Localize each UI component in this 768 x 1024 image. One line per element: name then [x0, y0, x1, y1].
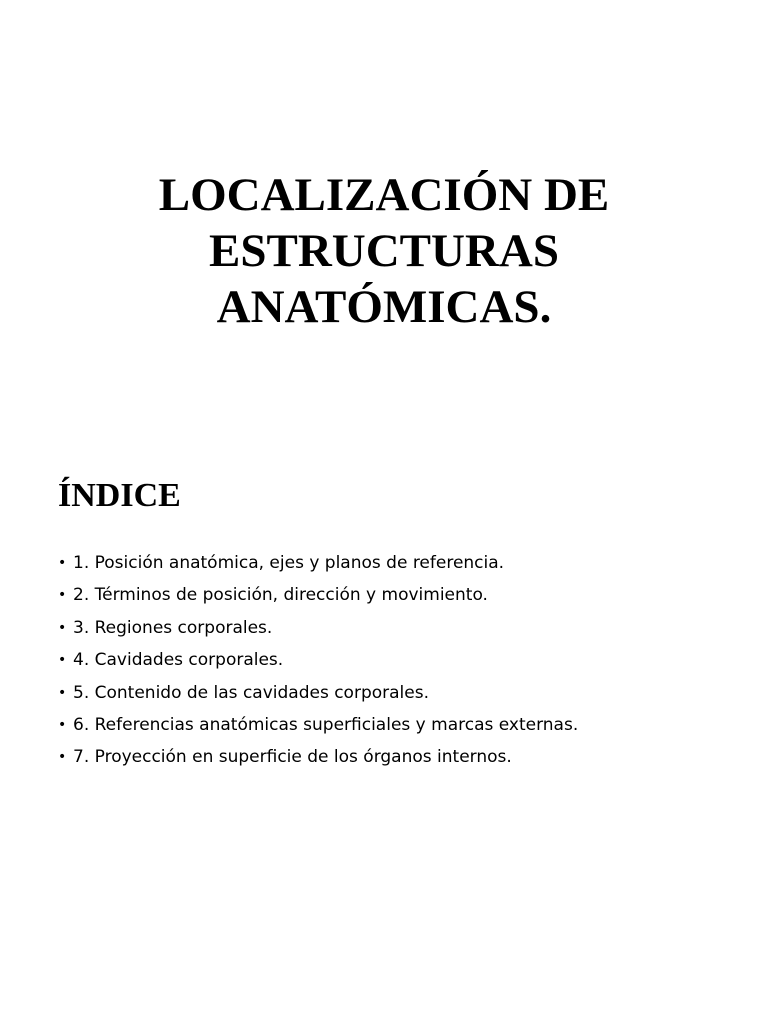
title-line: ESTRUCTURAS	[209, 225, 559, 277]
list-item-text: 4. Cavidades corporales.	[73, 650, 284, 671]
bullet-icon: •	[58, 652, 67, 669]
list-item-text: 6. Referencias anatómicas superficiales y marcas externas.	[73, 715, 579, 736]
title-line: LOCALIZACIÓN DE	[158, 169, 610, 221]
bullet-icon: •	[58, 555, 67, 571]
list-item	[58, 677, 748, 709]
list-item	[58, 709, 748, 741]
bullet-icon: •	[58, 749, 67, 766]
list-item	[58, 612, 748, 644]
list-item	[58, 579, 748, 611]
document-title	[0, 167, 768, 335]
bullet-icon: •	[58, 717, 67, 734]
title-line: ANATÓMICAS.	[216, 281, 552, 333]
index-heading: ÍNDICE	[58, 477, 181, 514]
bullet-icon: •	[58, 587, 67, 604]
bullet-icon: •	[58, 684, 67, 701]
index-list	[58, 547, 748, 774]
list-item-text: 5. Contenido de las cavidades corporales.	[73, 682, 429, 703]
list-item-text: 2. Términos de posición, dirección y movimiento.	[73, 585, 488, 606]
list-item	[58, 547, 748, 579]
bullet-icon: •	[58, 619, 67, 636]
list-item-text: 3. Regiones corporales.	[73, 617, 273, 638]
list-item	[58, 741, 748, 773]
list-item	[58, 644, 748, 676]
list-item-text: 7. Proyección en superficie de los órganos internos.	[73, 747, 512, 768]
list-item-text: 1. Posición anatómica, ejes y planos de referencia.	[73, 553, 505, 573]
